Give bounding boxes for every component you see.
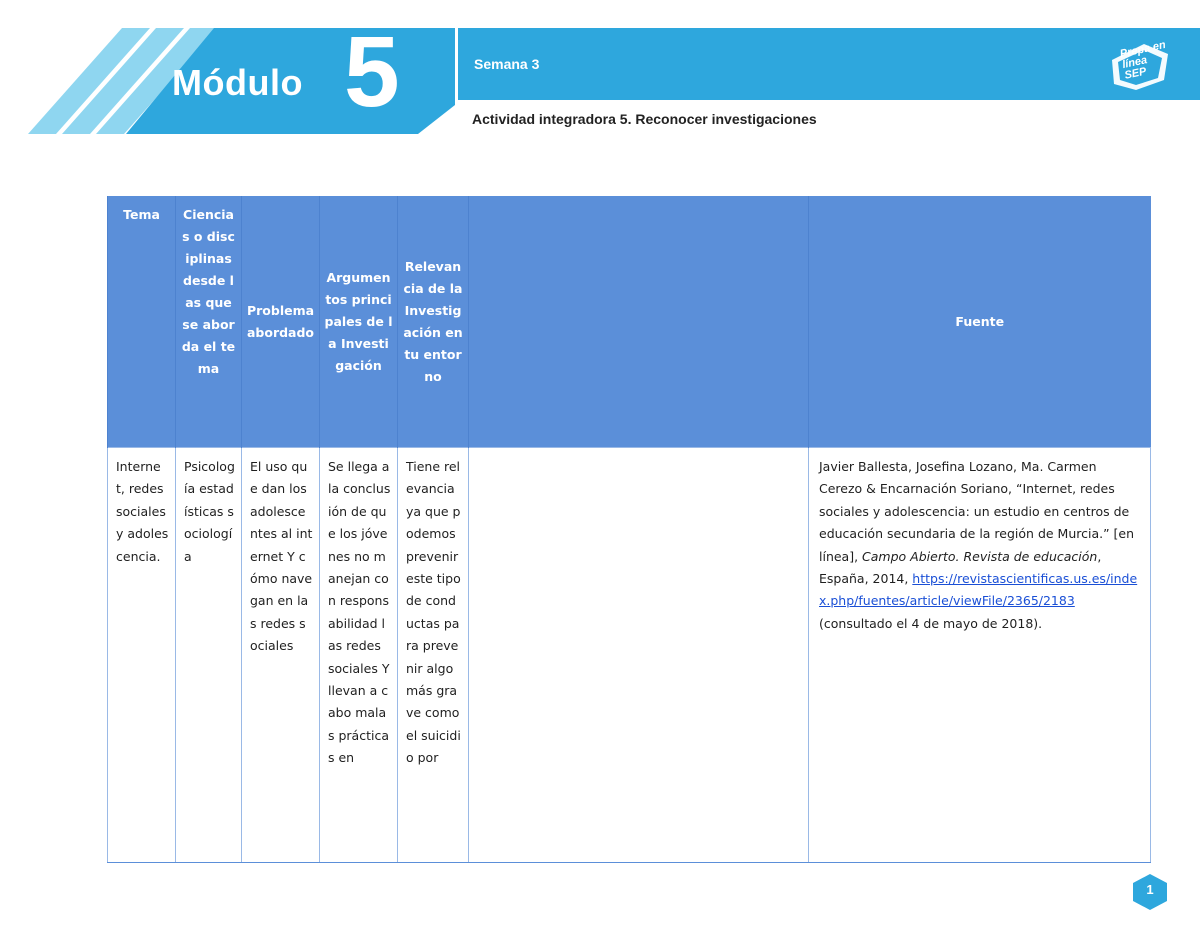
cell-argumentos: Se llega a la conclusión de que los jóvenes no manejan con responsabilidad las redes sociales Y llevan a cabo malas prácticas en: [320, 448, 398, 863]
cell-ciencias: Psicología estadísticas sociología: [176, 448, 242, 863]
fuente-text-after: (consultado el 4 de mayo de 2018).: [819, 615, 1043, 631]
header-tema: Tema: [108, 196, 176, 448]
module-label: Módulo: [172, 62, 303, 103]
header-ciencias: Ciencias o disciplinas desde las que se aborda el tema: [176, 196, 242, 448]
research-table: [107, 196, 1151, 863]
page-number: 1: [1146, 882, 1154, 897]
week-label: Semana 3: [474, 56, 540, 72]
header-bar-right: [458, 28, 1200, 100]
header-relevancia: Relevancia de la Investigación en tu entorno: [398, 196, 469, 448]
header-fuente: Fuente: [809, 196, 1151, 448]
table-row: [108, 448, 1151, 863]
page-header: [0, 0, 1200, 140]
fuente-journal: Campo Abierto. Revista de educación: [862, 548, 1098, 564]
cell-fuente: [809, 448, 1151, 863]
cell-empty: [469, 448, 809, 863]
header-argumentos: Argumentos principales de la Investigación: [320, 196, 398, 448]
cell-tema: Internet, redes sociales y adolescencia.: [108, 448, 176, 863]
header-problema: Problema abordado: [242, 196, 320, 448]
fuente-text-before: Javier Ballesta, Josefina Lozano, Ma. Carmen Cerezo & Encarnación Soriano, “Internet, redes sociales y adolescencia: un estudio en centros de educación secundaria de la región de Murcia.” [en línea],: [819, 459, 1135, 564]
cell-relevancia: Tiene relevancia ya que podemos prevenir este tipo de conductas para prevenir algo más grave como el suicidio por: [398, 448, 469, 863]
logo-text: Prepa en línea SEP: [1118, 38, 1167, 82]
page-number-badge: [1130, 872, 1170, 912]
header-empty: [469, 196, 809, 448]
module-number: 5: [344, 16, 400, 128]
table-header-row: [108, 196, 1151, 448]
activity-title: Actividad integradora 5. Reconocer investigaciones: [472, 111, 817, 127]
fuente-text-middle: , España, 2014,: [819, 548, 1102, 587]
prepa-en-linea-logo: [1108, 40, 1172, 92]
cell-problema: El uso que dan los adolescentes al internet Y cómo navegan en las redes sociales: [242, 448, 320, 863]
fuente-url-link[interactable]: https://revistascientificas.us.es/index.php/fuentes/article/viewFile/2365/2183: [819, 571, 1138, 609]
